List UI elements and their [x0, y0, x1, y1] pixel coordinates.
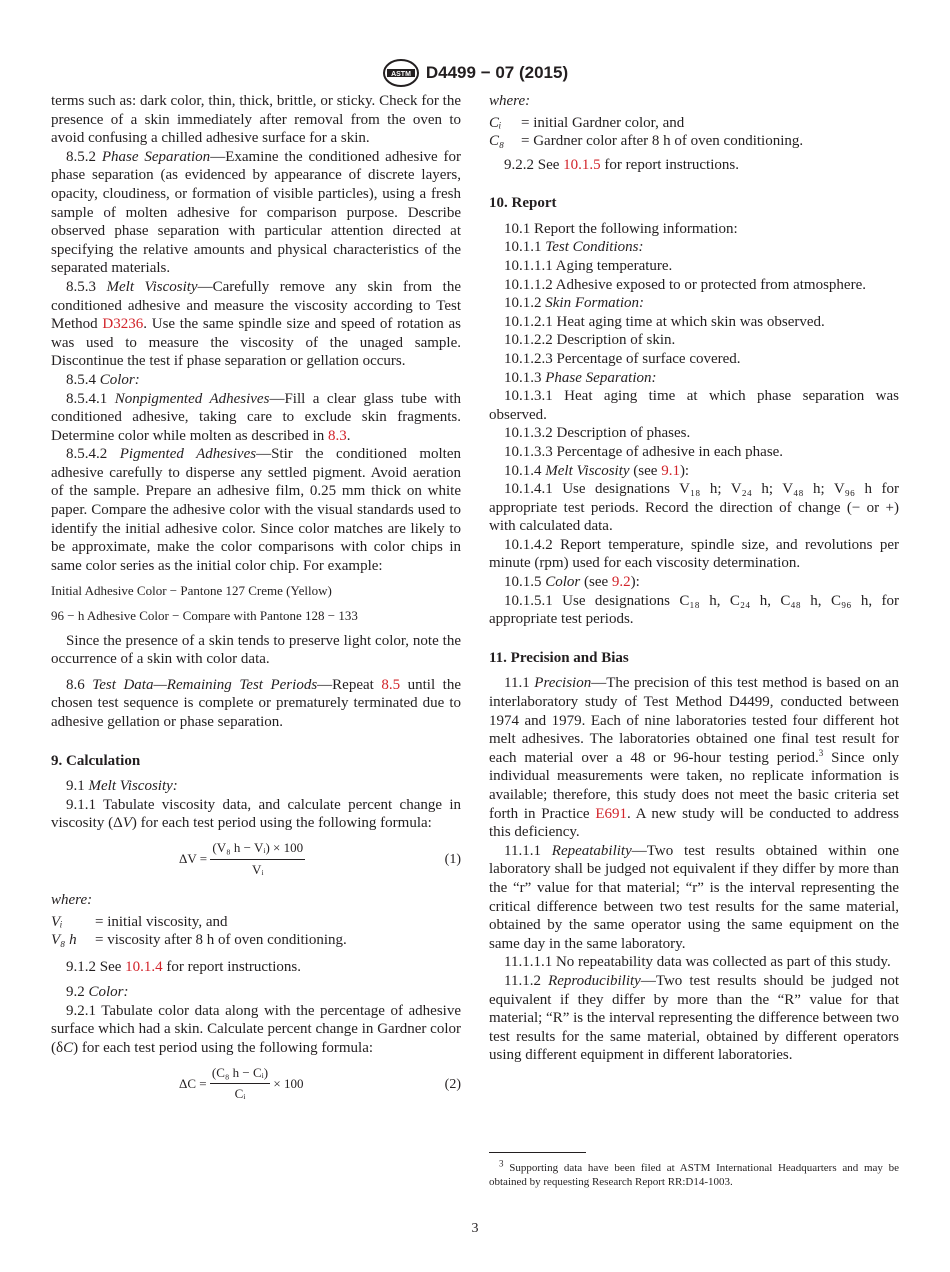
- section-8-5-3: 8.5.3 Melt Viscosity—Carefully remove any skin from the conditioned adhesive and measure the viscosity according to Test Method D3236. Use the same spindle size and speed of rotation as was used to measure the viscosity of the unaged sample. Discontinue the test if phase separation or gellation occurs.: [51, 278, 461, 370]
- section-10-1-5: 10.1.5 Color (see 9.2):: [504, 574, 640, 591]
- link-9-1[interactable]: 9.1: [661, 462, 680, 479]
- section-10-1-3-3: 10.1.3.3 Percentage of adhesive in each phase.: [504, 443, 784, 460]
- example-line-1: Initial Adhesive Color − Pantone 127 Creme (Yellow): [51, 583, 332, 599]
- footnote: $^3$ Supporting data have been filed at ASTM International Headquarters and may be obtained by requesting Research Report RR:D14-1003.: [489, 1158, 899, 1188]
- section-10-1-5-1: 10.1.5.1 Use designations C₁₈ h, C₂₄ h, C₄₈ h, C₉₆ h, for appropriate test periods.: [489, 592, 899, 628]
- section-9-1-2: 9.1.2 See 10.1.4 for report instructions.: [66, 958, 301, 975]
- section-8-5-4-2: 8.5.4.2 Pigmented Adhesives—Stir the conditioned molten adhesive carefully to disperse any settled pigment. Avoid aeration of the sample. Prepare an adhesive film, 0.25 mm thick on white paper. Compare the adhesive color with the visual standards used to identify the initial adhesive color. Since color matches are likely to be approximate, make the color comparisons with color chips in same color series as the initial color chip. For example:: [51, 446, 461, 574]
- section-9-2-1: 9.2.1 Tabulate color data along with the percentage of adhesive surface which had a skin. Calculate percent change in Gardner color (δC) for each test period using the following formula:: [51, 1002, 461, 1056]
- page-number: 3: [471, 1221, 479, 1236]
- right-column: [489, 92, 899, 1065]
- equation-number: (2): [444, 1076, 461, 1092]
- link-10-1-4[interactable]: 10.1.4: [125, 958, 163, 975]
- section-10-1-4: 10.1.4 Melt Viscosity (see 9.1):: [504, 462, 690, 479]
- section-11-heading: 11. Precision and Bias: [489, 649, 629, 666]
- section-10-1-2-1: 10.1.2.1 Heat aging time at which skin was observed.: [504, 313, 825, 330]
- footnote-ref[interactable]: 3: [818, 747, 824, 758]
- example-line-2: 96 − h Adhesive Color − Compare with Pantone 128 − 133: [51, 608, 358, 624]
- link-8-3[interactable]: 8.3: [328, 427, 347, 444]
- equation-number: (1): [444, 851, 461, 867]
- page-header: [0, 58, 950, 93]
- section-10-1-4-1: 10.1.4.1 Use designations V₁₈ h; V₂₄ h; V₄₈ h; V₉₆ h for appropriate test periods. Record the direction of change (− or +) with calculated data.: [489, 481, 899, 535]
- section-10-1-3-1: 10.1.3.1 Heat aging time at which phase separation was observed.: [489, 388, 899, 423]
- section-10-1: 10.1 Report the following information:: [504, 220, 738, 237]
- section-8-5-2: 8.5.2 Phase Separation—Examine the conditioned adhesive for phase separation (as evidenced by appearance of discrete layers, opacity, cloudiness, or formation of visible particles), using a fresh sample of molten adhesive for comparison purpose. Describe observed phase separation with particular attention directed at specifying the relative amounts and physical characteristics of the separated materials.: [51, 148, 461, 277]
- section-9-1-1: 9.1.1 Tabulate viscosity data, and calculate percent change in viscosity (ΔV) for each test period using the following formula:: [51, 796, 461, 832]
- section-10-1-2: 10.1.2 Skin Formation:: [504, 295, 644, 312]
- section-10-1-1: 10.1.1 Test Conditions:: [504, 239, 644, 256]
- section-9-2: 9.2 Color:: [66, 984, 129, 1001]
- where-label: where:: [51, 891, 93, 908]
- where-table-1: Vᵢ = initial viscosity, and V₈ h = viscosity after 8 h of oven conditioning.: [51, 913, 347, 948]
- link-e691[interactable]: E691: [595, 805, 627, 822]
- link-d3236[interactable]: D3236: [102, 316, 144, 333]
- section-10-1-1-2: 10.1.1.2 Adhesive exposed to or protected from atmosphere.: [504, 276, 866, 293]
- link-9-2[interactable]: 9.2: [611, 574, 631, 591]
- section-9-1: 9.1 Melt Viscosity:: [66, 778, 178, 795]
- section-10-1-1-1: 10.1.1.1 Aging temperature.: [504, 257, 673, 274]
- svg-text:ASTM: ASTM: [390, 71, 411, 78]
- section-11-1-2: 11.1.2 Reproducibility—Two test results should be judged not equivalent if they differ by more than the “R” value for that material; “R” is the interval representing the difference between two test results for the same material, obtained by different operators using different equipment in different laboratories.: [489, 972, 899, 1064]
- section-9-heading: 9. Calculation: [51, 752, 141, 769]
- equation-2: ΔC = $\frac{\text{(C₈ h − Cᵢ)}}{\text{Cᵢ}}$ × 100 (2): [179, 1064, 461, 1102]
- paragraph-skin: Since the presence of a skin tends to preserve light color, note the occurrence of a skin with color data.: [51, 632, 461, 668]
- section-10-1-2-3: 10.1.2.3 Percentage of surface covered.: [504, 350, 741, 367]
- where-label: where:: [489, 93, 531, 109]
- section-9-2-2: 9.2.2 See 10.1.5 for report instructions.: [504, 156, 739, 173]
- left-column: [51, 92, 461, 1106]
- section-11-1-1-1: 11.1.1.1 No repeatability data was collected as part of this study.: [504, 954, 891, 971]
- astm-logo-icon: [382, 58, 420, 88]
- link-8-5[interactable]: 8.5: [381, 676, 401, 693]
- section-8-6: 8.6 Test Data—Remaining Test Periods—Repeat 8.5 until the chosen test sequence is complete or prematurely terminated due to adhesive gellation or phase separation.: [51, 676, 461, 730]
- section-11-1: 11.1 Precision—The precision of this test method is based on an interlaboratory study of Test Method D4499, conducted between 1974 and 1979. Each of nine laboratories tested four different hot melt adhesives. The laboratories obtained one final test result for each material over a 48 or 96-hour testing period.$^3$ Since only individual measurements were taken, no replicate information is available; therefore, this study does not meet the basic criteria set forth in Practice E691. A new study will be conducted to address this deficiency.: [489, 675, 900, 841]
- section-10-1-3: 10.1.3 Phase Separation:: [504, 369, 657, 386]
- section-8-5-4: 8.5.4 Color:: [66, 371, 140, 388]
- section-10-heading: 10. Report: [489, 195, 557, 212]
- section-11-1-1: 11.1.1 Repeatability—Two test results obtained within one laboratory shall be judged not equivalent if they differ by more than the “r” value for that material; “r” is the interval representing the critical difference between two test results for the same material, obtained by the same operator using the same equipment on the same day in the same laboratory.: [489, 842, 899, 952]
- section-8-5-4-1: 8.5.4.1 Nonpigmented Adhesives—Fill a clear glass tube with conditioned adhesive, taking care to exclude skin fragments. Determine color while molten as described in 8.3.: [51, 390, 462, 444]
- section-10-1-3-2: 10.1.3.2 Description of phases.: [504, 425, 691, 442]
- where-table-2: Cᵢ = initial Gardner color, and C₈ = Gardner color after 8 h of oven conditioning.: [489, 114, 804, 149]
- paragraph: terms such as: dark color, thin, thick, brittle, or sticky. Check for the presence of a skin immediately after removal from the oven to avoid confusing a chilled adhesive surface for a skin.: [51, 93, 461, 147]
- link-10-1-5[interactable]: 10.1.5: [563, 156, 601, 173]
- equation-1: ΔV = $\frac{\text{(V₈ h − Vᵢ) × 100}}{\text{Vᵢ}}$ (1): [179, 839, 461, 877]
- footnote-divider: [489, 1152, 586, 1153]
- document-designation: D4499 − 07 (2015): [425, 63, 569, 82]
- section-10-1-2-2: 10.1.2.2 Description of skin.: [504, 332, 676, 349]
- section-10-1-4-2: 10.1.4.2 Report temperature, spindle size, and revolutions per minute (rpm) used for each viscosity determination.: [489, 536, 899, 572]
